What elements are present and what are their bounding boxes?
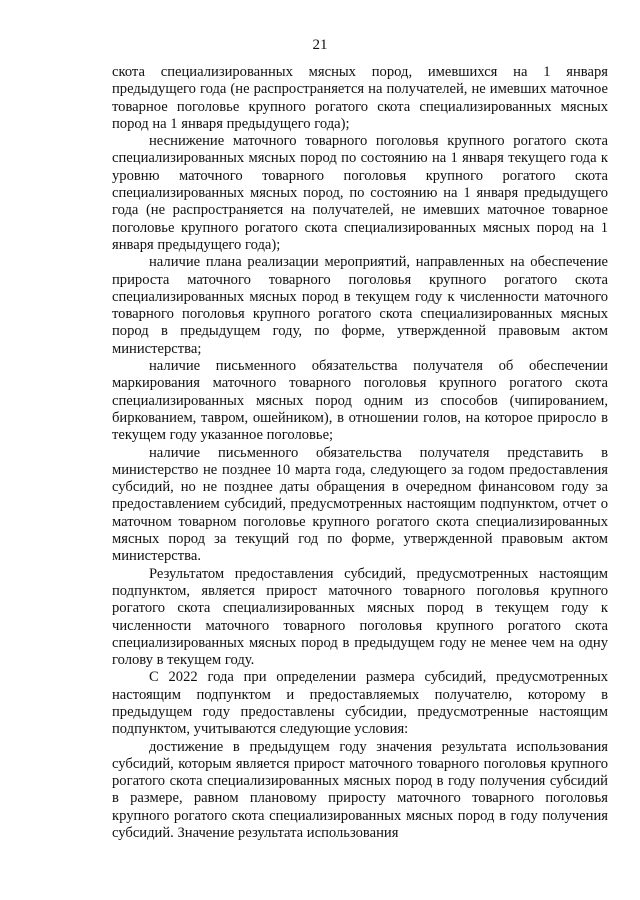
paragraph-subsidy-result: Результатом предоставления субсидий, предусмотренных настоящим подпунктом, является прирост маточного товарного поголовья крупного рогатого скота специализированных мясных пород в текущем году к численности маточного товарного поголовья крупного рогатого скота специализированных мясных пород в предыдущем году не менее чем на одну голову в текущем году. [112, 565, 608, 669]
paragraph-report-obligation: наличие письменного обязательства получателя представить в министерство не позднее 10 марта года, следующего за годом предоставления субсидий, но не позднее даты обращения в очередном финансовом году за предоставлением субсидий, предусмотренных настоящим подпунктом, отчет о маточном товарном поголовье крупного рогатого скота специализированных мясных пород за текущий год по форме, утвержденной правовым актом министерства. [112, 444, 608, 565]
document-body [112, 64, 608, 842]
paragraph-marking-obligation: наличие письменного обязательства получателя об обеспечении маркирования маточного товарного поголовья крупного рогатого скота специализированных мясных пород одним из способов (чипированием, биркованием, тавром, ошейником), в отношении голов, на которое приросло в текущем году указанное поголовье; [112, 358, 608, 444]
paragraph-2022-conditions: С 2022 года при определении размера субсидий, предусмотренных настоящим подпунктом и предоставляемых получателю, которому в предыдущем году предоставлены субсидии, предусмотренные настоящим подпунктом, учитываются следующие условия: [112, 669, 608, 738]
page-number: 21 [312, 37, 328, 53]
paragraph-continuation: скота специализированных мясных пород, имевшихся на 1 января предыдущего года (не распространяется на получателей, не имевших маточное товарное поголовье крупного рогатого скота специализированных мясных пород на 1 января предыдущего года); [112, 64, 608, 132]
paragraph-no-decrease-condition: неснижение маточного товарного поголовья крупного рогатого скота специализированных мясных пород по состоянию на 1 января текущего года к уровню маточного товарного поголовья крупного рогатого скота специализированных мясных пород, по состоянию на 1 января предыдущего года (не распространяется на получателей, не имевших маточное товарное поголовье крупного рогатого скота специализированных мясных пород на 1 января предыдущего года); [112, 133, 608, 253]
paragraph-action-plan-condition: наличие плана реализации мероприятий, направленных на обеспечение прироста маточного товарного поголовья крупного рогатого скота специализированных мясных пород в текущем году к численности маточного товарного поголовья крупного рогатого скота специализированных мясных пород в предыдущем году, по форме, утвержденной правовым актом министерства; [112, 254, 608, 357]
paragraph-result-achievement: достижение в предыдущем году значения результата использования субсидий, которым является прирост маточного товарного поголовья крупного рогатого скота специализированных мясных пород в году получения субсидий в размере, равном плановому приросту маточного товарного поголовья крупного рогатого скота специализированных мясных пород в году получения субсидий. Значение результата использования [112, 738, 608, 842]
